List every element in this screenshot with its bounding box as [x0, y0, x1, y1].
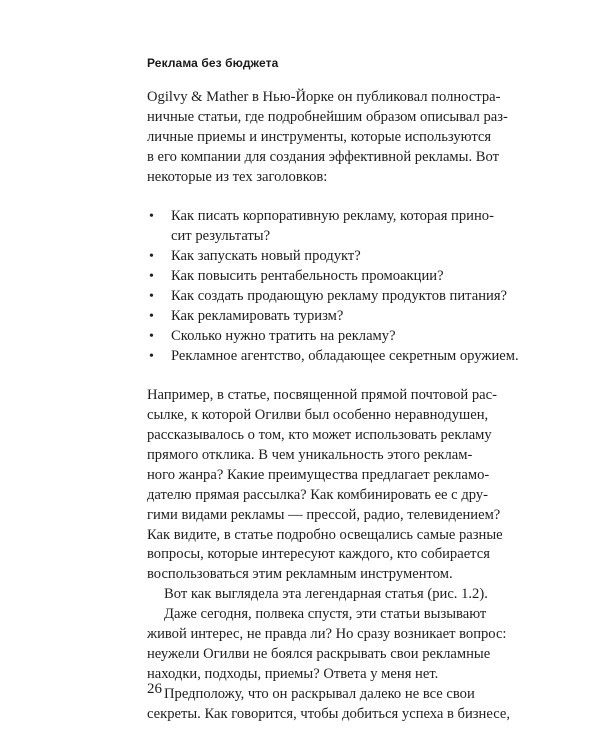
- paragraph-gap: [147, 187, 482, 207]
- today-paragraph: [147, 605, 507, 685]
- paragraph-gap: [147, 366, 482, 386]
- secrets-paragraph: [147, 685, 510, 725]
- list-item: [147, 207, 494, 247]
- paragraph-line: воспользоваться этим рекламным инструментом.: [147, 566, 453, 583]
- paragraph-line: в его компании для создания эффективной рекламы. Вот: [147, 148, 499, 165]
- list-item-text: Как писать корпоративную рекламу, которая прино-: [171, 208, 494, 225]
- paragraph-line: личные приемы и инструменты, которые используются: [147, 128, 492, 145]
- list-item-text: Как повысить рентабельность промоакции?: [171, 268, 444, 285]
- list-item: [147, 287, 508, 307]
- list-item-text: Как рекламировать туризм?: [171, 307, 344, 324]
- paragraph-line: Например, в статье, посвященной прямой почтовой рас-: [147, 387, 497, 404]
- list-item: [147, 247, 482, 267]
- running-header-title: Реклама без бюджета: [147, 56, 279, 70]
- bullet-icon: •: [149, 308, 154, 324]
- list-item: [147, 347, 519, 367]
- list-item: [147, 267, 482, 287]
- paragraph-line: дателю прямая рассылка? Как комбинировать ее с дру-: [147, 486, 488, 503]
- paragraph-line: прямого отклика. В чем уникальность этого реклам-: [147, 447, 473, 464]
- list-item-text: сит результаты?: [171, 228, 271, 245]
- headline-list: [147, 207, 519, 366]
- paragraph-line: секреты. Как говорится, чтобы добиться успеха в бизнесе,: [147, 705, 510, 722]
- bullet-icon: •: [149, 269, 154, 285]
- bullet-icon: •: [149, 209, 154, 225]
- paragraph-line: рассказывалось о том, кто может использовать рекламу: [147, 427, 492, 444]
- paragraph-line: находки, подходы, приемы? Ответа у меня нет.: [147, 665, 439, 682]
- paragraph-line: Даже сегодня, полвека спустя, эти статьи вызывают: [164, 606, 487, 623]
- paragraph-line: Как видите, в статье подробно освещались самые разные: [147, 526, 503, 543]
- paragraph-line: живой интерес, не правда ли? Но сразу возникает вопрос:: [147, 626, 507, 643]
- list-item-text: Рекламное агентство, обладающее секретным оружием.: [171, 347, 519, 364]
- paragraph-line: вопросы, которые интересуют каждого, кто собирается: [147, 546, 490, 563]
- direct-mail-paragraph: [147, 386, 503, 585]
- list-item-text: Как запускать новый продукт?: [171, 248, 361, 265]
- list-item-text: Сколько нужно тратить на рекламу?: [171, 327, 396, 344]
- paragraph-line: сылке, к которой Огилви был особенно неравнодушен,: [147, 407, 489, 424]
- paragraph-line: некоторые из тех заголовков:: [147, 168, 328, 185]
- intro-paragraph: [147, 88, 508, 187]
- paragraph-line: ничные статьи, где подробнейшим образом описывал раз-: [147, 108, 508, 125]
- page-body: [147, 88, 519, 725]
- bullet-icon: •: [149, 288, 154, 304]
- bullet-icon: •: [149, 348, 154, 364]
- paragraph-line: неужели Огилви не боялся раскрывать свои рекламные: [147, 645, 491, 662]
- page-number: 26: [147, 681, 162, 697]
- figure-reference-paragraph: [147, 585, 488, 605]
- bullet-icon: •: [149, 249, 154, 265]
- list-item-text: Как создать продающую рекламу продуктов питания?: [171, 287, 508, 304]
- list-item: [147, 307, 482, 327]
- bullet-icon: •: [149, 328, 154, 344]
- paragraph-line: Ogilvy & Mather в Нью-Йорке он публиковал полностра-: [147, 89, 501, 105]
- paragraph-line: Вот как выглядела эта легендарная статья (рис. 1.2).: [164, 586, 488, 603]
- paragraph-line: ного жанра? Какие преимущества предлагает рекламо-: [147, 466, 490, 483]
- paragraph-line: Предположу, что он раскрывал далеко не все свои: [164, 685, 475, 702]
- list-item: [147, 327, 482, 347]
- paragraph-line: гими видами рекламы — прессой, радио, телевидением?: [147, 506, 501, 523]
